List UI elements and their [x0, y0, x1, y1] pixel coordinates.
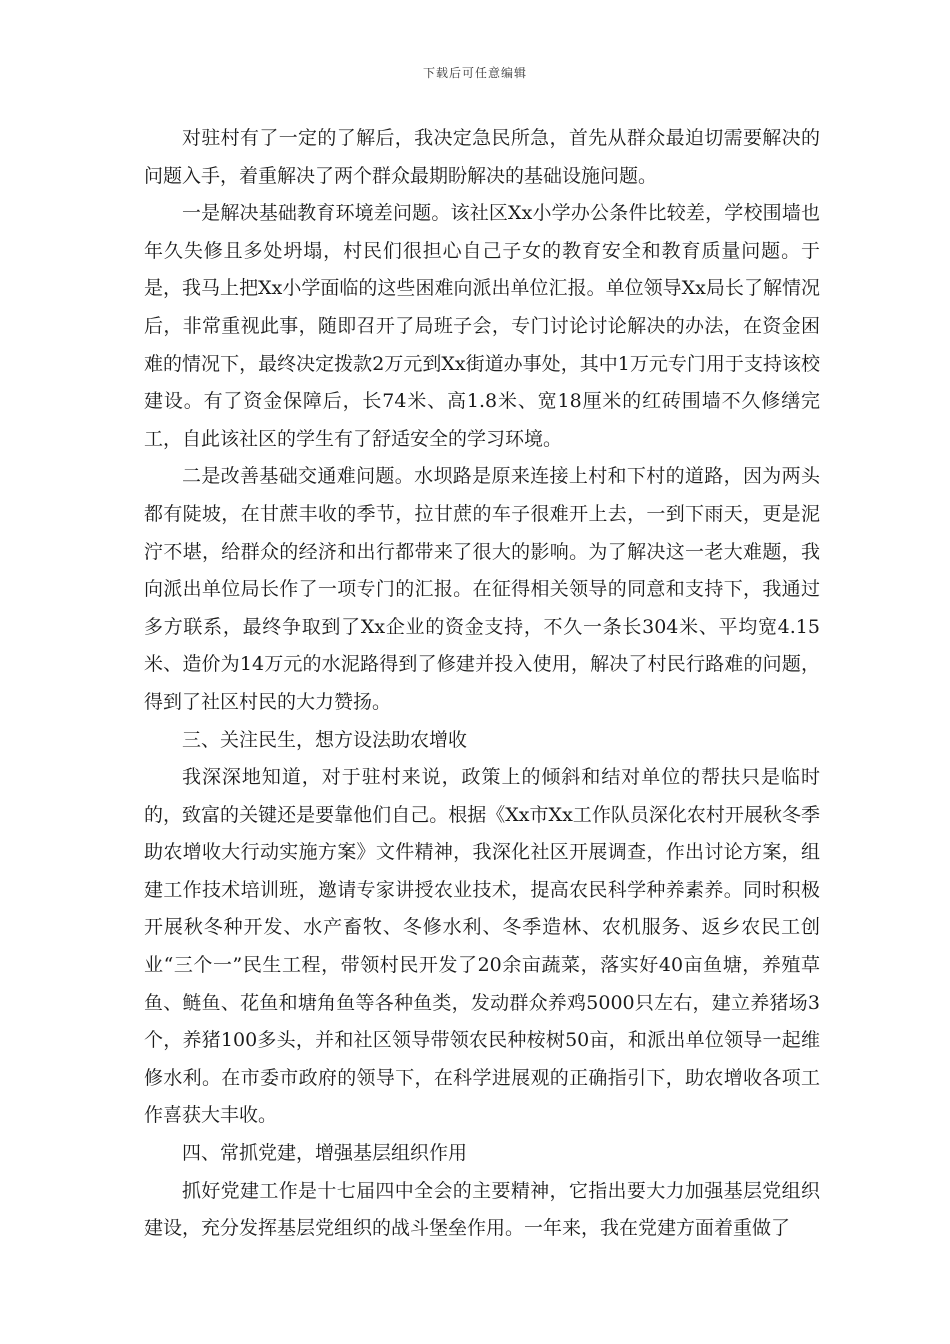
paragraph-education: 一是解决基础教育环境差问题。该社区Xx小学办公条件比较差，学校围墙也年久失修且多处坍塌，村民们很担心自己子女的教育安全和教育质量问题。于是，我马上把Xx小学面临的这些困难向派出单位汇报。单位领导Xx局长了解情况后，非常重视此事，随即召开了局班子会，专门讨论讨论解决的办法，在资金困难的情况下，最终决定拨款2万元到Xx街道办事处，其中1万元专门用于支持该校建设。有了资金保障后，长74米、高1.8米、宽18厘米的红砖围墙不久修缮完工，自此该社区的学生有了舒适安全的学习环境。: [144, 202, 820, 450]
paragraph-intro: 对驻村有了一定的了解后，我决定急民所急，首先从群众最迫切需要解决的问题入手，着重解决了两个群众最期盼解决的基础设施问题。: [144, 127, 820, 187]
paragraph-transport: 二是改善基础交通难问题。水坝路是原来连接上村和下村的道路，因为两头都有陡坡，在甘蔗丰收的季节，拉甘蔗的车子很难开上去，一到下雨天，更是泥泞不堪，给群众的经济和出行都带来了很大的影响。为了解决这一老大难题，我向派出单位局长作了一项专门的汇报。在征得相关领导的同意和支持下，我通过多方联系，最终争取到了Xx企业的资金支持，不久一条长304米、平均宽4.15米、造价为14万元的水泥路得到了修建并投入使用，解决了村民行路难的问题，得到了社区村民的大力赞扬。: [144, 465, 820, 713]
section-heading-livelihood: 三、关注民生，想方设法助农增收: [182, 728, 468, 751]
paragraph-party-building: 抓好党建工作是十七届四中全会的主要精神，它指出要大力加强基层党组织建设，充分发挥基层党组织的战斗堡垒作用。一年来，我在党建方面着重做了: [144, 1179, 820, 1240]
section-heading-party-building: 四、常抓党建，增强基层组织作用: [182, 1142, 468, 1165]
paragraph-income: 我深深地知道，对于驻村来说，政策上的倾斜和结对单位的帮扶只是临时的，致富的关键还是要靠他们自己。根据《Xx市Xx工作队员深化农村开展秋冬季助农增收大行动实施方案》文件精神，我深化社区开展调查，作出讨论方案，组建工作技术培训班，邀请专家讲授农业技术，提高农民科学种养素养。同时积极开展秋冬种开发、水产畜牧、冬修水利、冬季造林、农机服务、返乡农民工创业“三个一”民生工程，带领村民开发了20余亩蔬菜，落实好40亩鱼塘，养殖草鱼、鲢鱼、花鱼和塘角鱼等各种鱼类，发动群众养鸡5000只左右，建立养猪场3个，养猪100多头，并和社区领导带领农民种桉树50亩，和派出单位领导一起维修水利。在市委市政府的领导下，在科学进展观的正确指引下，助农增收各项工作喜获大丰收。: [144, 766, 820, 1127]
header-note: 下载后可任意编辑: [422, 66, 527, 80]
document-body: [144, 120, 820, 1248]
